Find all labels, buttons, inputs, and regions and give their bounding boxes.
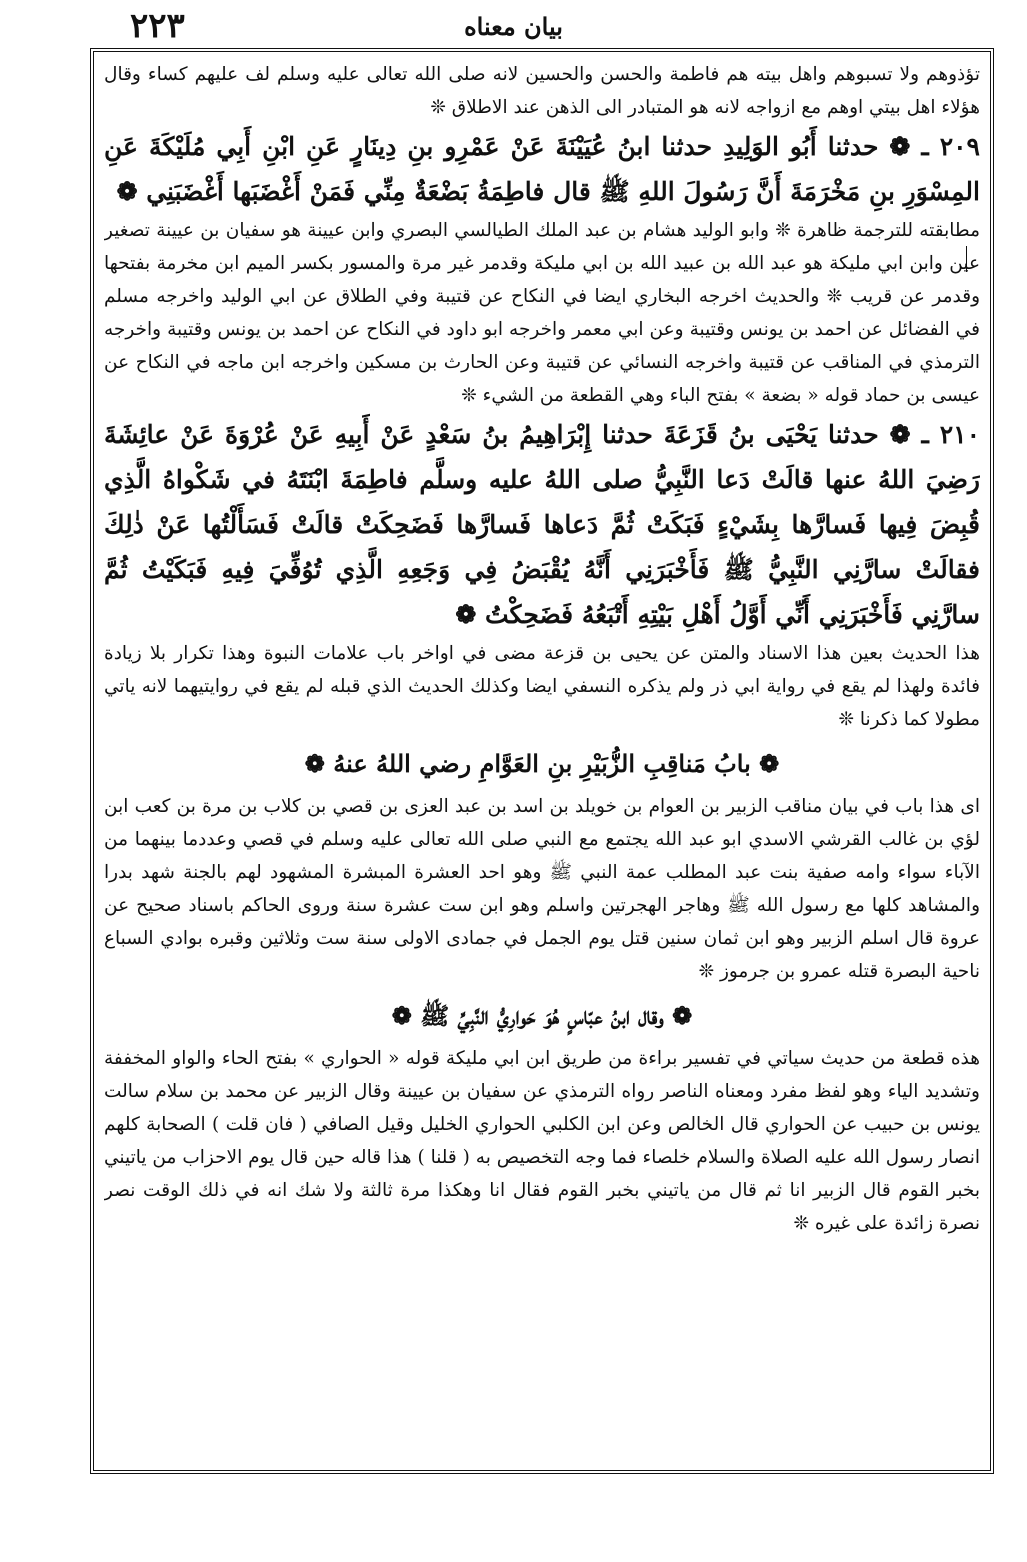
commentary-paragraph: مطابقته للترجمة ظاهرة ❊ وابو الوليد هشام بن عبد الملك الطيالسي البصري وابن عيينة هو سفيان بن عيينة تصغير عين وابن ابي مليكة هو عبد الله بن عبيد الله بن ابي مليكة وقدمر غير مرة والمسور بكسر الميم ابن مخرمة بفتحها وقدمر عن قريب ❊ والحديث اخرجه البخاري ايضا في النكاح عن قتيبة وفي الطلاق عن ابي الوليد واخرجه مسلم في الفضائل عن احمد بن يونس وقتيبة وعن ابي معمر واخرجه ابو داود في النكاح عن احمد بن يونس وقتيبة واخرجه الترمذي في المناقب عن قتيبة واخرجه النسائي عن قتيبة وعن الحارث بن مسكين واخرجه ابن ماجه في النكاح عن عيسى بن حماد قوله « بضعة » بفتح الباء وهي القطعة من الشيء ❊ (104, 220, 980, 406)
hadith-text: ❁ حدثنا يَحْيَى بنُ قَزَعَةَ حدثنا إِبْرَاهِيمُ بنُ سَعْدٍ عَنْ أَبِيهِ عَنْ عُرْوَةَ عَنْ عائِشَةَ رَضِيَ اللهُ عنها قالَتْ دَعا النَّبِيُّ صلى اللهُ عليه وسلَّم فاطِمَةَ ابْنَتَهُ في شَكْواهُ الَّذِي قُبِضَ فِيها فَسارَّها بِشَيْءٍ فَبَكَتْ ثُمَّ دَعاها فَسارَّها فَضَحِكَتْ قالَتْ فَسَأَلْتُها عَنْ ذٰلِكَ فقالَتْ سارَّنِي النَّبِيُّ ﷺ فَأَخْبَرَنِي أَنَّهُ يُقْبَضُ فِي وَجَعِهِ الَّذِي تُوُفِّيَ فِيهِ فَبَكَيْتُ ثُمَّ سارَّنِي فَأَخْبَرَنِي أَنِّي أَوَّلُ أَهْلِ بَيْتِهِ أَتْبَعُهُ فَضَحِكْتُ ❁ (104, 420, 980, 629)
chapter-heading: ❁ بابُ مَناقِبِ الزُّبَيْرِ بنِ العَوَّامِ رضي اللهُ عنهُ ❁ (304, 749, 780, 778)
page-number: ٢٢٣ (130, 6, 185, 46)
hadith-number: ٢١٠ (939, 420, 980, 449)
hadith-text: ❁ حدثنا أَبُو الوَلِيدِ حدثنا ابنُ عُيَيْنَةَ عَنْ عَمْرِو بنِ دِينَارٍ عَنِ ابْنِ أَبِي مُلَيْكَةَ عَنِ المِسْوَرِ بنِ مَخْرَمَةَ أَنَّ رَسُولَ اللهِ ﷺ قال فاطِمَةُ بَضْعَةٌ مِنِّي فَمَنْ أَغْضَبَها أَغْضَبَنِي ❁ (104, 132, 980, 206)
page-header (0, 0, 1027, 48)
hadith-number: ٢٠٩ (939, 132, 980, 161)
hadith-209: ٢٠٩ ـ ❁ حدثنا أَبُو الوَلِيدِ حدثنا ابنُ عُيَيْنَةَ عَنْ عَمْرِو بنِ دِينَارٍ عَنِ ابْنِ أَبِي مُلَيْكَةَ عَنِ المِسْوَرِ بنِ مَخْرَمَةَ أَنَّ رَسُولَ اللهِ ﷺ قال فاطِمَةُ بَضْعَةٌ مِنِّي فَمَنْ أَغْضَبَها أَغْضَبَنِي ❁ (104, 132, 980, 206)
commentary-paragraph: تؤذوهم ولا تسبوهم واهل بيته هم فاطمة والحسن والحسين لانه صلى الله تعالى عليه وسلم لف عليهم كساء وقال هؤلاء اهل بيتي اوهم مع ازواجه لانه هو المتبادر الى الذهن عند الاطلاق ❊ (104, 64, 980, 118)
chapter-heading: ❁ وقال ابنُ عبّاسٍ هُوَ حَوارِيُّ النَّبِيِّ ﷺ ❁ (391, 1001, 693, 1030)
commentary-paragraph: هذه قطعة من حديث سياتي في تفسير براءة من طريق ابن ابي مليكة قوله « الحواري » بفتح الحاء والواو المخففة وتشديد الياء وهو لفظ مفرد ومعناه الناصر رواه الترمذي عن سفيان بن عيينة وقال الزبير عن محمد بن سلام سالت يونس بن حبيب عن الحواري قال الخالص وعن ابن الكلبي الحواري الخليل وقيل الصافي ( فان قلت ) الصحابة كلهم انصار رسول الله عليه الصلاة والسلام خلصاء فما وجه التخصيص به ( قلنا ) هذا قاله حين قال يوم الاحزاب من ياتيني بخبر القوم قال الزبير انا ثم قال من ياتيني بخبر القوم فقال انا وهكذا مرة ثالثة ولا شك انه في ذلك الوقت نصر نصرة زائدة على غيره ❊ (104, 1048, 980, 1234)
page-body (104, 58, 980, 1458)
commentary-paragraph: اى هذا باب في بيان مناقب الزبير بن العوام بن خويلد بن اسد بن عبد العزى بن قصي بن كلاب بن مرة بن كعب ابن لؤي بن غالب القرشي الاسدي ابو عبد الله يجتمع مع النبي صلى الله تعالى عليه وسلم في قصي وعددما بينهما من الآباء سواء وامه صفية بنت عبد المطلب عمة النبي ﷺ وهو احد العشرة المبشرة المشهود لهم بالجنة شهد بدرا والمشاهد كلها مع رسول الله ﷺ وهاجر الهجرتين واسلم وهو ابن ست عشرة سنة وروى الحاكم باسناد صحيح عن عروة قال اسلم الزبير وهو ابن ثمان سنين قتل يوم الجمل في جمادى الاولى سنة ست وثلاثين وقبره بوادي السباع ناحية البصرة قتله عمرو بن جرموز ❊ (104, 796, 980, 982)
hadith-210: ٢١٠ ـ ❁ حدثنا يَحْيَى بنُ قَزَعَةَ حدثنا إِبْرَاهِيمُ بنُ سَعْدٍ عَنْ أَبِيهِ عَنْ عُرْوَةَ عَنْ عائِشَةَ رَضِيَ اللهُ عنها قالَتْ دَعا النَّبِيُّ صلى اللهُ عليه وسلَّم فاطِمَةَ ابْنَتَهُ في شَكْواهُ الَّذِي قُبِضَ فِيها فَسارَّها بِشَيْءٍ فَبَكَتْ ثُمَّ دَعاها فَسارَّها فَضَحِكَتْ قالَتْ فَسَأَلْتُها عَنْ ذٰلِكَ فقالَتْ سارَّنِي النَّبِيُّ ﷺ فَأَخْبَرَنِي أَنَّهُ يُقْبَضُ فِي وَجَعِهِ الَّذِي تُوُفِّيَ فِيهِ فَبَكَيْتُ ثُمَّ سارَّنِي فَأَخْبَرَنِي أَنِّي أَوَّلُ أَهْلِ بَيْتِهِ أَتْبَعُهُ فَضَحِكْتُ ❁ (104, 420, 980, 629)
commentary-paragraph: هذا الحديث بعين هذا الاسناد والمتن عن يحيى بن قزعة مضى في اواخر باب علامات النبوة وهذا تكرار بلا زيادة فائدة ولهذا لم يقع في رواية ابي ذر ولم يذكره النسفي ايضا وكذلك الحديث الذي قبله لم يقع في روايتيهما لانه ياتي مطولا كما ذكرنا ❊ (104, 643, 980, 730)
running-title: بيان معناه (464, 12, 563, 41)
